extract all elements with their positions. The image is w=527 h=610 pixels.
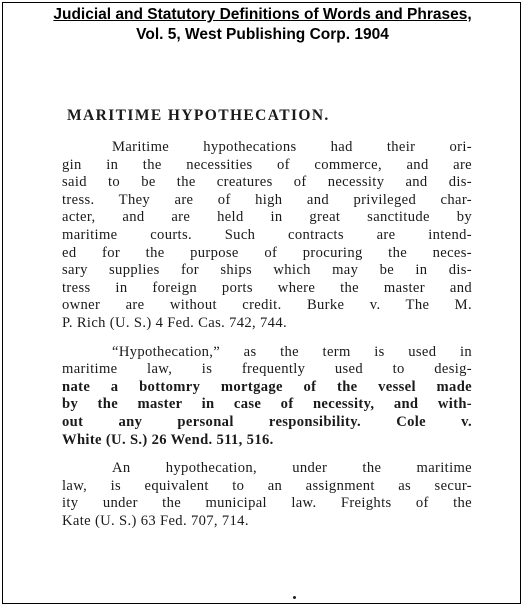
text-line: An hypothecation, under the maritime — [112, 460, 472, 477]
text-line: “Hypothecation,” as the term is used in — [112, 343, 472, 360]
text-line: law, is equivalent to an assignment as secur- — [62, 477, 472, 494]
text-line: Maritime hypothecations had their ori- — [112, 139, 472, 155]
text-line: nate a bottomry mortgage of the vessel made — [62, 378, 472, 395]
text-line: P. Rich (U. S.) 4 Fed. Cas. 742, 744. — [62, 314, 287, 331]
caption-publisher-line: Vol. 5, West Publishing Corp. 1904 — [136, 26, 389, 43]
text-line: maritime courts. Such contracts are intend- — [62, 226, 472, 243]
definition-paragraph-2 — [62, 344, 472, 450]
text-line: by the master in case of necessity, and with- — [62, 396, 472, 413]
text-line: maritime law, is frequently used to desig- — [62, 361, 472, 378]
caption-title-line: Judicial and Statutory Definitions of Words and Phrases, — [53, 6, 472, 23]
text-line: tress in foreign ports where the master and — [62, 279, 472, 296]
print-speck — [293, 596, 296, 599]
text-line: out any personal responsibility. Cole v. — [62, 413, 472, 430]
text-line: owner are without credit. Burke v. The M. — [62, 297, 472, 314]
text-line: sary supplies for ships which may be in dis- — [62, 262, 472, 279]
text-line: tress. They are of high and privileged char- — [62, 191, 472, 208]
definition-paragraph-3 — [62, 460, 472, 530]
text-line: said to be the creatures of necessity and dis- — [62, 174, 472, 191]
text-line: ed for the purpose of procuring the neces- — [62, 244, 472, 261]
source-caption — [3, 5, 522, 45]
text-line: acter, and are held in great sanctitude by — [62, 209, 472, 226]
dictionary-entry — [62, 96, 472, 541]
text-line: gin in the necessities of commerce, and are — [62, 156, 472, 173]
text-line: White (U. S.) 26 Wend. 511, 516. — [62, 431, 274, 448]
entry-headword: MARITIME HYPOTHECATION. — [67, 107, 330, 124]
definition-paragraph-1 — [62, 139, 472, 333]
text-line: ity under the municipal law. Freights of the — [62, 495, 472, 512]
text-line: Kate (U. S.) 63 Fed. 707, 714. — [62, 512, 249, 529]
